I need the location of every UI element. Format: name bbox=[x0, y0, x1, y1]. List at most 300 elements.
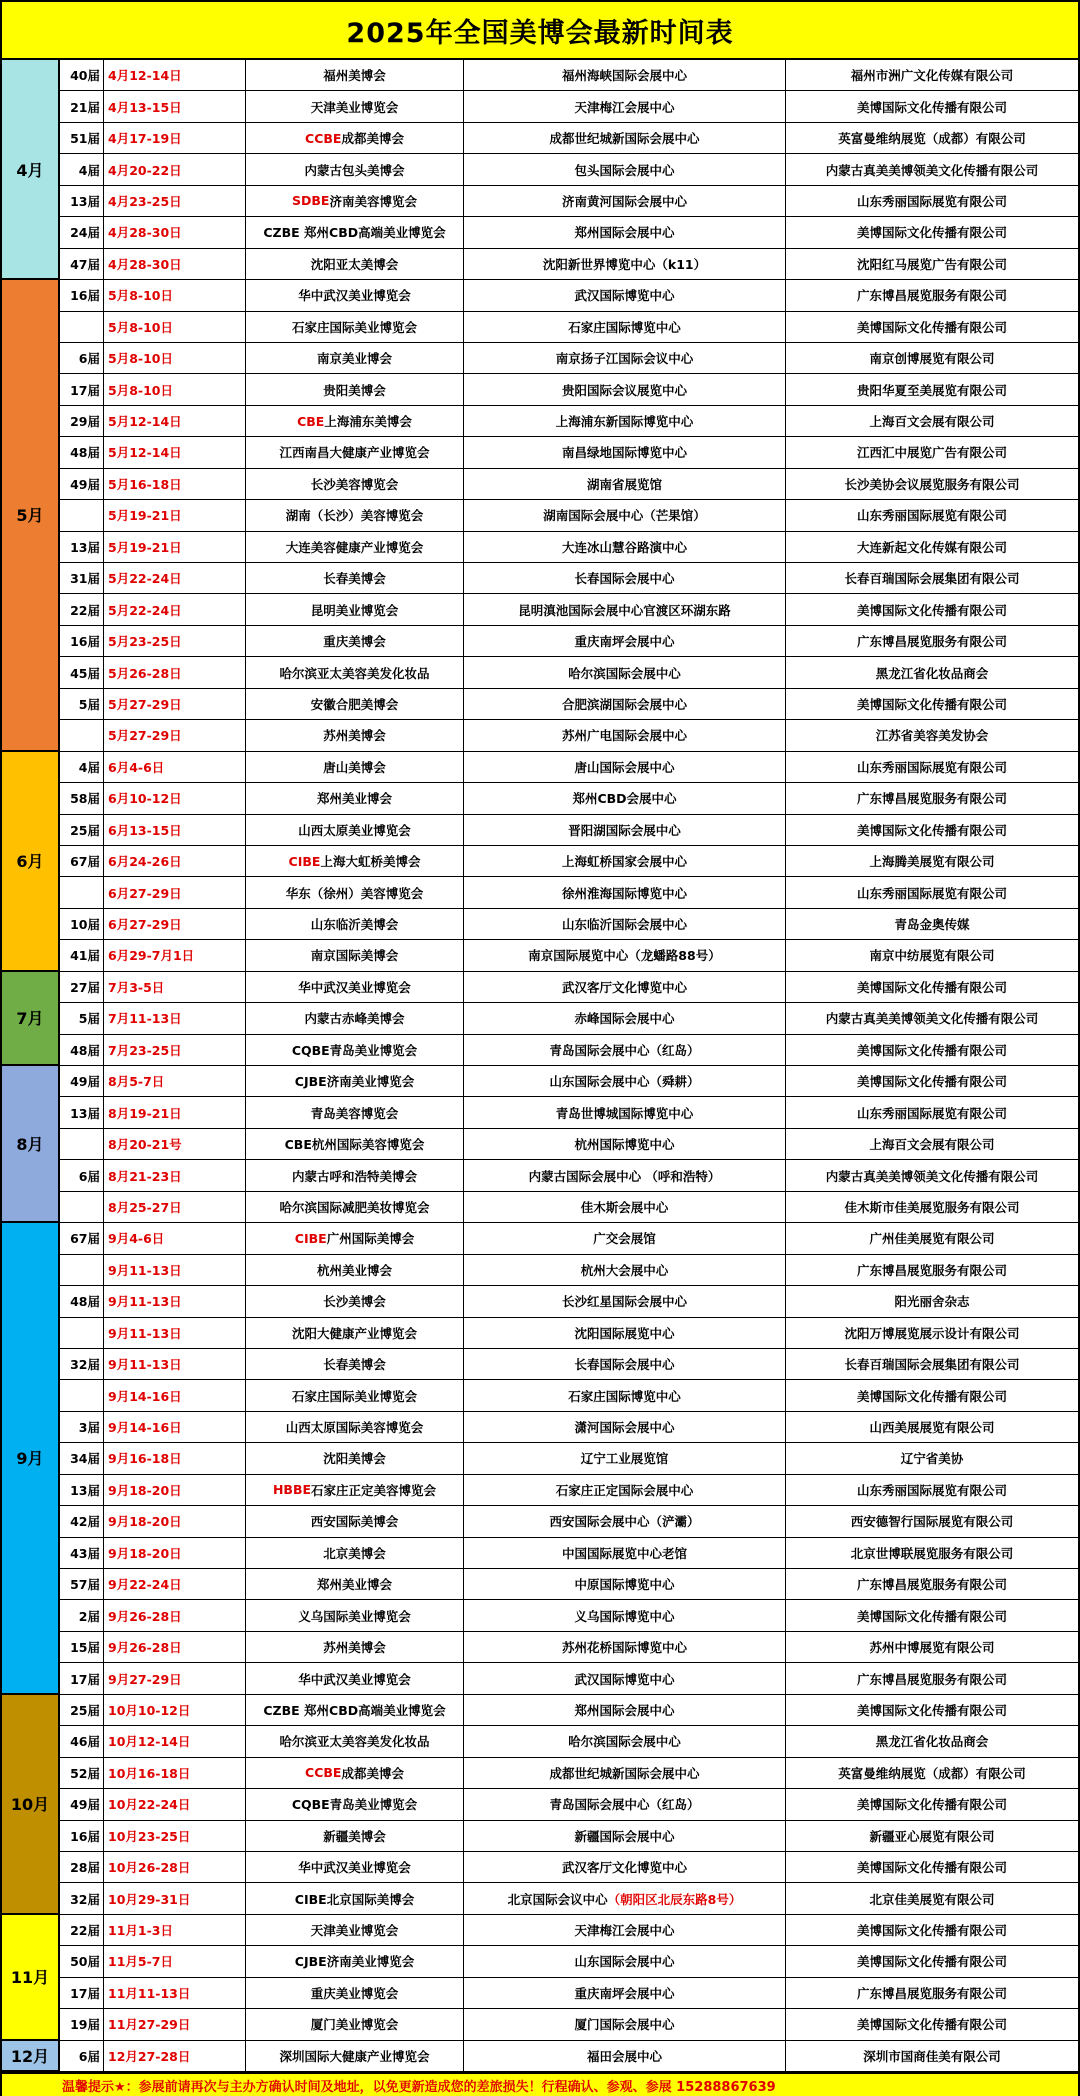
expo-name-cell bbox=[246, 343, 464, 374]
expo-name-cell bbox=[246, 1726, 464, 1757]
organizer-cell: 内蒙古真美美博领美文化传播有限公司 bbox=[786, 1003, 1078, 1034]
organizer-cell: 美博国际文化传播有限公司 bbox=[786, 1380, 1078, 1411]
expo-name: 哈尔滨亚太美容美发化妆品 bbox=[279, 665, 430, 681]
expo-name-cell bbox=[246, 280, 464, 311]
date-cell: 6月27-29日 bbox=[104, 877, 246, 908]
organizer-cell: 英富曼维纳展览（成都）有限公司 bbox=[786, 1758, 1078, 1789]
table-row bbox=[60, 186, 1078, 217]
table-row bbox=[60, 532, 1078, 563]
organizer-cell: 上海百文会展有限公司 bbox=[786, 406, 1078, 437]
venue-cell bbox=[464, 909, 786, 940]
venue-cell bbox=[464, 1915, 786, 1946]
session-cell: 13届 bbox=[60, 532, 104, 563]
expo-name: 华中武汉美业博览会 bbox=[298, 979, 411, 995]
venue-name: 苏州花桥国际博览中心 bbox=[561, 1640, 687, 1656]
venue-name: 长沙红星国际会展中心 bbox=[561, 1294, 687, 1310]
venue-name: 新疆国际会展中心 bbox=[574, 1828, 675, 1844]
venue-name: 广交会展馆 bbox=[593, 1231, 656, 1247]
organizer-cell: 山东秀丽国际展览有限公司 bbox=[786, 186, 1078, 217]
expo-name-cell bbox=[246, 1852, 464, 1883]
table-row bbox=[60, 1506, 1078, 1537]
expo-name: 福州美博会 bbox=[323, 68, 386, 84]
venue-name: 沈阳国际展览中心 bbox=[574, 1325, 675, 1341]
venue-cell bbox=[464, 783, 786, 814]
venue-cell bbox=[464, 91, 786, 122]
expo-name-cell bbox=[246, 1129, 464, 1160]
date-cell: 9月11-13日 bbox=[104, 1286, 246, 1317]
date-cell: 5月27-29日 bbox=[104, 720, 246, 751]
expo-name-cell bbox=[246, 1506, 464, 1537]
table-row bbox=[60, 500, 1078, 531]
session-cell: 67届 bbox=[60, 1223, 104, 1254]
organizer-cell: 美博国际文化传播有限公司 bbox=[786, 1035, 1078, 1066]
session-cell: 6届 bbox=[60, 1160, 104, 1191]
page-title: 2025年全国美博会最新时间表 bbox=[2, 2, 1078, 60]
venue-name: 哈尔滨国际会展中心 bbox=[568, 1734, 681, 1750]
venue-cell bbox=[464, 1255, 786, 1286]
expo-name: 大连美容健康产业博览会 bbox=[285, 539, 424, 555]
expo-name: CBE杭州国际美容博览会 bbox=[284, 1137, 425, 1153]
table-row bbox=[60, 657, 1078, 688]
expo-name-cell bbox=[246, 1789, 464, 1820]
expo-name-cell bbox=[246, 1569, 464, 1600]
organizer-cell: 北京佳美展览有限公司 bbox=[786, 1883, 1078, 1914]
venue-name: 厦门国际会展中心 bbox=[574, 2017, 675, 2033]
venue-cell bbox=[464, 1380, 786, 1411]
date-cell: 9月26-28日 bbox=[104, 1600, 246, 1631]
organizer-cell: 广东博昌展览服务有限公司 bbox=[786, 1663, 1078, 1694]
venue-name: 武汉国际博览中心 bbox=[574, 288, 675, 304]
venue-cell bbox=[464, 1695, 786, 1726]
date-cell: 5月12-14日 bbox=[104, 406, 246, 437]
organizer-cell: 英富曼维纳展览（成都）有限公司 bbox=[786, 123, 1078, 154]
expo-name: 内蒙古呼和浩特美博会 bbox=[291, 1168, 417, 1184]
table-row bbox=[60, 249, 1078, 280]
venue-cell bbox=[464, 1443, 786, 1474]
organizer-cell: 北京世博联展览服务有限公司 bbox=[786, 1538, 1078, 1569]
table-row bbox=[60, 594, 1078, 625]
organizer-cell: 美博国际文化传播有限公司 bbox=[786, 2009, 1078, 2040]
venue-name: 重庆南坪会展中心 bbox=[574, 1985, 675, 2001]
expo-name: 哈尔滨国际减肥美妆博览会 bbox=[279, 1199, 430, 1215]
table-row bbox=[60, 1821, 1078, 1852]
date-cell: 5月27-29日 bbox=[104, 689, 246, 720]
venue-cell bbox=[464, 406, 786, 437]
venue-name: 哈尔滨国际会展中心 bbox=[568, 665, 681, 681]
table-row bbox=[60, 877, 1078, 908]
date-cell: 7月3-5日 bbox=[104, 972, 246, 1003]
expo-name: 上海大虹桥美博会 bbox=[320, 854, 421, 870]
organizer-cell: 阳光丽舍杂志 bbox=[786, 1286, 1078, 1317]
venue-name: 义乌国际博览中心 bbox=[574, 1608, 675, 1624]
venue-name: 郑州国际会展中心 bbox=[574, 1702, 675, 1718]
expo-name-cell bbox=[246, 1758, 464, 1789]
expo-name-cell bbox=[246, 1946, 464, 1977]
session-cell: 6届 bbox=[60, 343, 104, 374]
venue-cell bbox=[464, 1883, 786, 1914]
expo-name-cell bbox=[246, 1192, 464, 1223]
organizer-cell: 江苏省美容美发协会 bbox=[786, 720, 1078, 751]
table-row bbox=[60, 815, 1078, 846]
expo-name: 山西太原美业博览会 bbox=[298, 822, 411, 838]
venue-name: 苏州广电国际会展中心 bbox=[561, 728, 687, 744]
expo-name: CQBE青岛美业博览会 bbox=[291, 1042, 418, 1058]
expo-name: CQBE青岛美业博览会 bbox=[291, 1797, 418, 1813]
table-row bbox=[60, 940, 1078, 971]
organizer-cell: 山西美展展览有限公司 bbox=[786, 1412, 1078, 1443]
session-cell: 5届 bbox=[60, 689, 104, 720]
organizer-cell: 沈阳红马展览广告有限公司 bbox=[786, 249, 1078, 280]
date-cell: 5月22-24日 bbox=[104, 594, 246, 625]
organizer-cell: 美博国际文化传播有限公司 bbox=[786, 1695, 1078, 1726]
date-cell: 8月19-21日 bbox=[104, 1097, 246, 1128]
venue-cell bbox=[464, 1663, 786, 1694]
organizer-cell: 上海腾美展览有限公司 bbox=[786, 846, 1078, 877]
expo-name: 北京美博会 bbox=[323, 1545, 386, 1561]
session-cell: 47届 bbox=[60, 249, 104, 280]
expo-name: 长沙美容博览会 bbox=[310, 476, 399, 492]
session-cell: 67届 bbox=[60, 846, 104, 877]
date-cell: 9月18-20日 bbox=[104, 1538, 246, 1569]
session-cell: 25届 bbox=[60, 1695, 104, 1726]
expo-name: 华中武汉美业博览会 bbox=[298, 1671, 411, 1687]
session-cell: 52届 bbox=[60, 1758, 104, 1789]
table-row bbox=[60, 1286, 1078, 1317]
date-cell: 11月5-7日 bbox=[104, 1946, 246, 1977]
session-cell: 32届 bbox=[60, 1883, 104, 1914]
venue-name: 徐州淮海国际博览中心 bbox=[561, 885, 687, 901]
venue-name: 湖南国际会展中心（芒果馆） bbox=[543, 508, 706, 524]
session-cell: 49届 bbox=[60, 469, 104, 500]
expo-name: 长春美博会 bbox=[323, 571, 386, 587]
venue-name: 天津梅江会展中心 bbox=[574, 99, 675, 115]
session-cell: 34届 bbox=[60, 1443, 104, 1474]
session-cell bbox=[60, 1380, 104, 1411]
expo-name-cell bbox=[246, 940, 464, 971]
venue-cell bbox=[464, 689, 786, 720]
session-cell: 13届 bbox=[60, 186, 104, 217]
date-cell: 4月13-15日 bbox=[104, 91, 246, 122]
date-cell: 10月12-14日 bbox=[104, 1726, 246, 1757]
venue-name: 山东国际会展中心（舜耕） bbox=[549, 1074, 700, 1090]
table-row bbox=[60, 469, 1078, 500]
venue-name: 青岛世博城国际博览中心 bbox=[555, 1105, 694, 1121]
table-row bbox=[60, 1035, 1078, 1066]
organizer-cell: 美博国际文化传播有限公司 bbox=[786, 312, 1078, 343]
expo-name-cell bbox=[246, 1003, 464, 1034]
expo-name-cell bbox=[246, 783, 464, 814]
date-cell: 5月19-21日 bbox=[104, 532, 246, 563]
organizer-cell: 广东博昌展览服务有限公司 bbox=[786, 1255, 1078, 1286]
venue-address: （朝阳区北辰东路8号） bbox=[607, 1891, 742, 1907]
organizer-cell: 苏州中博展览有限公司 bbox=[786, 1632, 1078, 1663]
organizer-cell: 江西汇中展览广告有限公司 bbox=[786, 437, 1078, 468]
session-cell: 25届 bbox=[60, 815, 104, 846]
expo-name-cell bbox=[246, 1600, 464, 1631]
expo-name-cell bbox=[246, 1349, 464, 1380]
date-cell: 6月4-6日 bbox=[104, 752, 246, 783]
table-row bbox=[60, 1758, 1078, 1789]
session-cell: 10届 bbox=[60, 909, 104, 940]
organizer-cell: 长春百瑞国际会展集团有限公司 bbox=[786, 563, 1078, 594]
venue-name: 济南黄河国际会展中心 bbox=[561, 193, 687, 209]
organizer-cell: 长沙美协会议展览服务有限公司 bbox=[786, 469, 1078, 500]
venue-cell bbox=[464, 123, 786, 154]
venue-name: 内蒙古国际会展中心 （呼和浩特） bbox=[528, 1168, 721, 1184]
session-cell bbox=[60, 1129, 104, 1160]
expo-name-cell bbox=[246, 500, 464, 531]
venue-name: 中国国际展览中心老馆 bbox=[561, 1545, 687, 1561]
expo-name-cell bbox=[246, 1286, 464, 1317]
venue-cell bbox=[464, 1223, 786, 1254]
venue-name: 武汉国际博览中心 bbox=[574, 1671, 675, 1687]
venue-name: 成都世纪城新国际会展中心 bbox=[549, 131, 700, 147]
month-label: 4月 bbox=[2, 60, 60, 280]
session-cell: 57届 bbox=[60, 1569, 104, 1600]
date-cell: 9月27-29日 bbox=[104, 1663, 246, 1694]
table-row bbox=[60, 783, 1078, 814]
venue-name: 福州海峡国际会展中心 bbox=[561, 68, 687, 84]
table-row bbox=[60, 1632, 1078, 1663]
session-cell: 43届 bbox=[60, 1538, 104, 1569]
date-cell: 9月11-13日 bbox=[104, 1349, 246, 1380]
expo-name-cell bbox=[246, 1412, 464, 1443]
date-cell: 8月21-23日 bbox=[104, 1160, 246, 1191]
expo-name: 沈阳美博会 bbox=[323, 1451, 386, 1467]
expo-name-cell bbox=[246, 626, 464, 657]
expo-name: 苏州美博会 bbox=[323, 728, 386, 744]
expo-name-cell bbox=[246, 154, 464, 185]
month-label: 7月 bbox=[2, 972, 60, 1066]
date-cell: 7月11-13日 bbox=[104, 1003, 246, 1034]
expo-name: 济南美容博览会 bbox=[329, 193, 417, 209]
date-cell: 9月11-13日 bbox=[104, 1255, 246, 1286]
session-cell: 29届 bbox=[60, 406, 104, 437]
venue-name: 武汉客厅文化博览中心 bbox=[561, 1860, 687, 1876]
table-row bbox=[60, 1349, 1078, 1380]
table-row bbox=[60, 374, 1078, 405]
table-row bbox=[60, 1852, 1078, 1883]
date-cell: 8月20-21号 bbox=[104, 1129, 246, 1160]
organizer-cell: 贵阳华夏至美展览有限公司 bbox=[786, 374, 1078, 405]
date-cell: 9月18-20日 bbox=[104, 1475, 246, 1506]
date-cell: 5月8-10日 bbox=[104, 374, 246, 405]
expo-name: 华中武汉美业博览会 bbox=[298, 288, 411, 304]
session-cell: 41届 bbox=[60, 940, 104, 971]
organizer-cell: 美博国际文化传播有限公司 bbox=[786, 217, 1078, 248]
organizer-cell: 新疆亚心展览有限公司 bbox=[786, 1821, 1078, 1852]
session-cell: 58届 bbox=[60, 783, 104, 814]
organizer-cell: 西安德智行国际展览有限公司 bbox=[786, 1506, 1078, 1537]
venue-cell bbox=[464, 657, 786, 688]
venue-name: 唐山国际会展中心 bbox=[574, 759, 675, 775]
expo-name: 青岛美容博览会 bbox=[310, 1105, 399, 1121]
venue-name: 上海虹桥国家会展中心 bbox=[561, 854, 687, 870]
expo-name-cell bbox=[246, 752, 464, 783]
expo-name-cell bbox=[246, 469, 464, 500]
expo-name-cell bbox=[246, 846, 464, 877]
expo-name: 石家庄国际美业博览会 bbox=[291, 1388, 417, 1404]
session-cell: 21届 bbox=[60, 91, 104, 122]
venue-name: 湖南省展览馆 bbox=[586, 476, 662, 492]
date-cell: 4月28-30日 bbox=[104, 249, 246, 280]
table-row bbox=[60, 1318, 1078, 1349]
table-row bbox=[60, 972, 1078, 1003]
venue-cell bbox=[464, 1600, 786, 1631]
table-row bbox=[60, 1443, 1078, 1474]
session-cell: 16届 bbox=[60, 280, 104, 311]
table-row bbox=[60, 312, 1078, 343]
venue-name: 长春国际会展中心 bbox=[574, 571, 675, 587]
table-row bbox=[60, 280, 1078, 311]
session-cell: 48届 bbox=[60, 1035, 104, 1066]
organizer-cell: 美博国际文化传播有限公司 bbox=[786, 815, 1078, 846]
venue-cell bbox=[464, 626, 786, 657]
table-row bbox=[60, 2041, 1078, 2072]
expo-name: 深圳国际大健康产业博览会 bbox=[279, 2048, 430, 2064]
venue-name: 西安国际会展中心（浐灞） bbox=[549, 1514, 700, 1530]
organizer-cell: 内蒙古真美美博领美文化传播有限公司 bbox=[786, 1160, 1078, 1191]
venue-name: 上海浦东新国际博览中心 bbox=[555, 414, 694, 430]
organizer-cell: 长春百瑞国际会展集团有限公司 bbox=[786, 1349, 1078, 1380]
expo-name-cell bbox=[246, 972, 464, 1003]
organizer-cell: 南京创博展览有限公司 bbox=[786, 343, 1078, 374]
month-label: 5月 bbox=[2, 280, 60, 752]
table-row bbox=[60, 343, 1078, 374]
table-row bbox=[60, 217, 1078, 248]
table-row bbox=[60, 91, 1078, 122]
expo-name: 苏州美博会 bbox=[323, 1640, 386, 1656]
session-cell: 5届 bbox=[60, 1003, 104, 1034]
venue-cell bbox=[464, 1852, 786, 1883]
venue-name: 中原国际博览中心 bbox=[574, 1577, 675, 1593]
venue-cell bbox=[464, 1318, 786, 1349]
expo-name: 昆明美业博览会 bbox=[310, 602, 399, 618]
expo-name-cell bbox=[246, 563, 464, 594]
date-cell: 10月16-18日 bbox=[104, 1758, 246, 1789]
expo-name-cell bbox=[246, 1035, 464, 1066]
expo-name-cell bbox=[246, 186, 464, 217]
expo-name: CZBE 郑州CBD高端美业博览会 bbox=[263, 1702, 446, 1718]
venue-name: 天津梅江会展中心 bbox=[574, 1923, 675, 1939]
venue-cell bbox=[464, 1066, 786, 1097]
date-cell: 9月14-16日 bbox=[104, 1380, 246, 1411]
date-cell: 8月5-7日 bbox=[104, 1066, 246, 1097]
venue-cell bbox=[464, 469, 786, 500]
venue-cell bbox=[464, 186, 786, 217]
month-label: 8月 bbox=[2, 1066, 60, 1223]
venue-cell bbox=[464, 877, 786, 908]
date-cell: 11月11-13日 bbox=[104, 1978, 246, 2009]
venue-cell bbox=[464, 1129, 786, 1160]
expo-name-cell bbox=[246, 1475, 464, 1506]
month-label: 9月 bbox=[2, 1223, 60, 1695]
date-cell: 10月10-12日 bbox=[104, 1695, 246, 1726]
expo-name: CZBE 郑州CBD高端美业博览会 bbox=[263, 225, 446, 241]
venue-cell bbox=[464, 217, 786, 248]
expo-name: 长春美博会 bbox=[323, 1357, 386, 1373]
expo-name-cell bbox=[246, 1380, 464, 1411]
venue-name: 南昌绿地国际博览中心 bbox=[561, 445, 687, 461]
organizer-cell: 美博国际文化传播有限公司 bbox=[786, 1600, 1078, 1631]
table-row bbox=[60, 1946, 1078, 1977]
session-cell: 4届 bbox=[60, 752, 104, 783]
venue-name: 贵阳国际会议展览中心 bbox=[561, 382, 687, 398]
expo-name: 沈阳大健康产业博览会 bbox=[291, 1325, 417, 1341]
organizer-cell: 山东秀丽国际展览有限公司 bbox=[786, 1475, 1078, 1506]
organizer-cell: 辽宁省美协 bbox=[786, 1443, 1078, 1474]
venue-name: 合肥滨湖国际会展中心 bbox=[561, 696, 687, 712]
expo-name: CJBE济南美业博览会 bbox=[294, 1954, 415, 1970]
organizer-cell: 广东博昌展览服务有限公司 bbox=[786, 1569, 1078, 1600]
table-row bbox=[60, 1255, 1078, 1286]
venue-name: 北京国际会议中心 bbox=[507, 1891, 608, 1907]
date-cell: 4月28-30日 bbox=[104, 217, 246, 248]
venue-cell bbox=[464, 594, 786, 625]
session-cell: 28届 bbox=[60, 1852, 104, 1883]
venue-cell bbox=[464, 1003, 786, 1034]
expo-brand-prefix: CCBE bbox=[305, 130, 342, 146]
expo-name: 内蒙古赤峰美博会 bbox=[304, 1011, 405, 1027]
expo-name: 南京美业博会 bbox=[316, 351, 392, 367]
venue-cell bbox=[464, 1286, 786, 1317]
session-cell bbox=[60, 1192, 104, 1223]
venue-cell bbox=[464, 720, 786, 751]
table-row bbox=[60, 909, 1078, 940]
organizer-cell: 广东博昌展览服务有限公司 bbox=[786, 280, 1078, 311]
organizer-cell: 内蒙古真美美博领美文化传播有限公司 bbox=[786, 154, 1078, 185]
expo-name-cell bbox=[246, 249, 464, 280]
expo-name-cell bbox=[246, 91, 464, 122]
expo-brand-prefix: CCBE bbox=[305, 1765, 342, 1781]
organizer-cell: 美博国际文化传播有限公司 bbox=[786, 91, 1078, 122]
venue-cell bbox=[464, 1192, 786, 1223]
table-row bbox=[60, 846, 1078, 877]
session-cell bbox=[60, 877, 104, 908]
venue-cell bbox=[464, 1726, 786, 1757]
organizer-cell: 上海百文会展有限公司 bbox=[786, 1129, 1078, 1160]
organizer-cell: 美博国际文化传播有限公司 bbox=[786, 972, 1078, 1003]
table-row bbox=[60, 1695, 1078, 1726]
expo-brand-prefix: HBBE bbox=[272, 1482, 312, 1498]
date-cell: 5月23-25日 bbox=[104, 626, 246, 657]
session-cell: 16届 bbox=[60, 1821, 104, 1852]
session-cell: 49届 bbox=[60, 1066, 104, 1097]
table-row bbox=[60, 1412, 1078, 1443]
expo-name: 内蒙古包头美博会 bbox=[304, 162, 405, 178]
date-cell: 5月26-28日 bbox=[104, 657, 246, 688]
venue-name: 包头国际会展中心 bbox=[574, 162, 675, 178]
expo-name-cell bbox=[246, 1915, 464, 1946]
session-cell: 27届 bbox=[60, 972, 104, 1003]
date-cell: 8月25-27日 bbox=[104, 1192, 246, 1223]
table-row bbox=[60, 154, 1078, 185]
date-cell: 10月23-25日 bbox=[104, 1821, 246, 1852]
venue-cell bbox=[464, 437, 786, 468]
venue-cell bbox=[464, 1789, 786, 1820]
venue-cell bbox=[464, 500, 786, 531]
expo-name: 西安国际美博会 bbox=[310, 1514, 399, 1530]
expo-name-cell bbox=[246, 689, 464, 720]
venue-name: 赤峰国际会展中心 bbox=[574, 1011, 675, 1027]
expo-name: 郑州美业博会 bbox=[316, 791, 392, 807]
expo-name: 江西南昌大健康产业博览会 bbox=[279, 445, 430, 461]
expo-name: 成都美博会 bbox=[341, 1765, 404, 1781]
expo-name-cell bbox=[246, 217, 464, 248]
month-label: 6月 bbox=[2, 752, 60, 972]
session-cell bbox=[60, 720, 104, 751]
expo-name-cell bbox=[246, 60, 464, 91]
